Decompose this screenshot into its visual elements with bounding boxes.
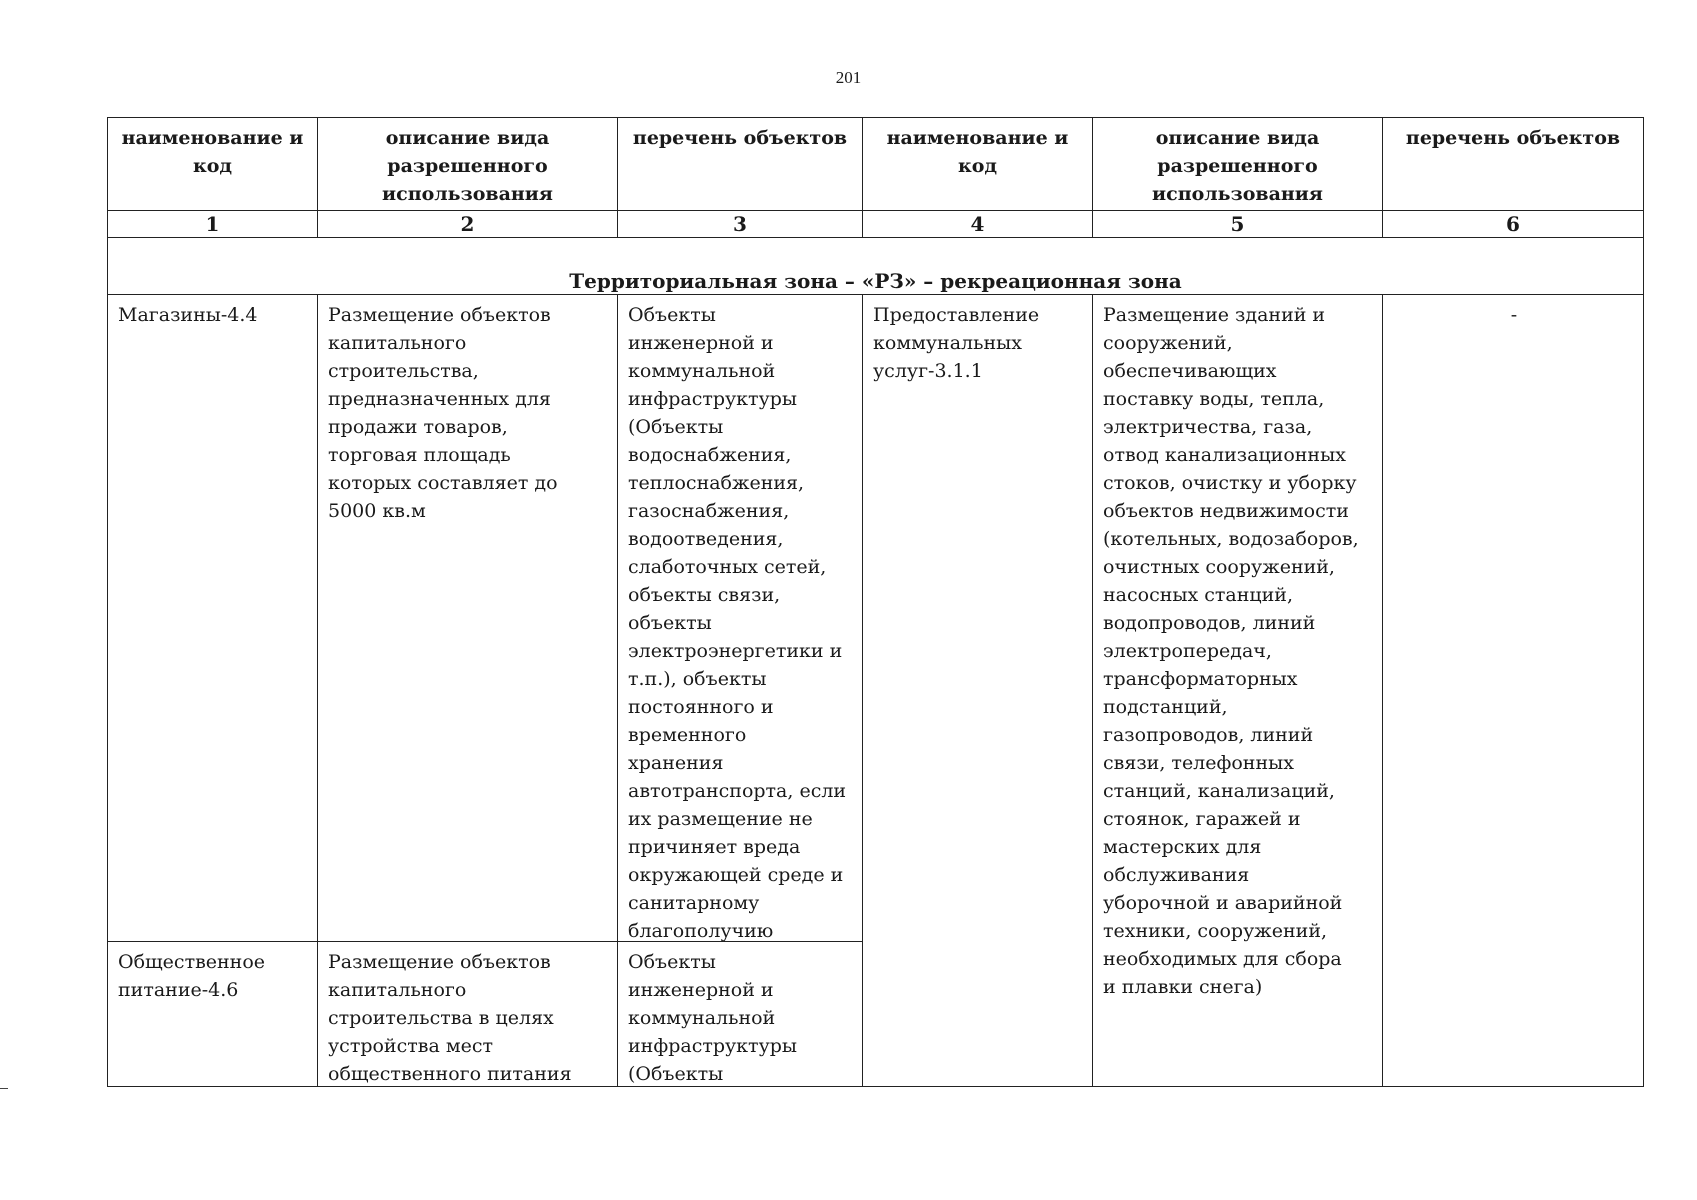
use-objects: Объекты инженерной и коммунальной инфраструктуры (Объекты bbox=[628, 951, 798, 1085]
header-name-code: наименование и код bbox=[108, 118, 318, 211]
header-description-conditional: описание вида разрешенного использования bbox=[1093, 118, 1383, 211]
use-name: Общественное питание-4.6 bbox=[118, 951, 266, 1001]
column-number: 6 bbox=[1383, 211, 1644, 238]
use-description: Размещение объектов капитального строительства в целях устройства мест общественного питания bbox=[328, 951, 572, 1085]
table-row bbox=[108, 295, 1644, 1087]
column-number: 1 bbox=[108, 211, 318, 238]
main-use-objects bbox=[618, 295, 863, 1087]
conditional-use-name: Предоставление коммунальных услуг-3.1.1 bbox=[863, 295, 1093, 1087]
column-number: 3 bbox=[618, 211, 863, 238]
column-number: 4 bbox=[863, 211, 1093, 238]
header-name-code-conditional: наименование и код bbox=[863, 118, 1093, 211]
main-use-descriptions bbox=[318, 295, 618, 1087]
land-use-table bbox=[107, 117, 1644, 1087]
column-number: 5 bbox=[1093, 211, 1383, 238]
use-name: Магазины-4.4 bbox=[108, 295, 317, 942]
conditional-use-description: Размещение зданий и сооружений, обеспечивающих поставку воды, тепла, электричества, газа, отвод канализационных стоков, очистку и уборку объектов недвижимости (котельных, водозаборов, очистных сооружений, насосных станций, водопроводов, линий электропередач, трансформаторных подстанций, газопроводов, линий связи, телефонных станций, канализаций, стоянок, гаражей и мастерских для обслуживания уборочной и аварийной техники, сооружений, необходимых для сбора и плавки снега) bbox=[1093, 295, 1383, 1087]
use-description: Размещение объектов капитального строительства, предназначенных для продажи товаров, торговая площадь которых составляет до 5000 кв.м bbox=[318, 295, 617, 942]
table-header-row bbox=[108, 118, 1644, 211]
zone-title: Территориальная зона – «РЗ» – рекреационная зона bbox=[108, 238, 1644, 295]
conditional-use-objects: - bbox=[1383, 295, 1644, 1087]
header-objects-list: перечень объектов bbox=[618, 118, 863, 211]
column-number: 2 bbox=[318, 211, 618, 238]
page-number: 201 bbox=[835, 68, 862, 87]
use-objects: Объекты инженерной и коммунальной инфраструктуры (Объекты водоснабжения, теплоснабжения, газоснабжения, водоотведения, слаботочных сетей, объекты связи, объекты электроэнергетики и т.п.), объекты постоянного и временного хранения автотранспорта, если их размещение не причиняет вреда окружающей среде и санитарному благополучию bbox=[618, 295, 862, 942]
header-description: описание вида разрешенного использования bbox=[318, 118, 618, 211]
zone-title-row bbox=[108, 238, 1644, 295]
page-edge-mark bbox=[0, 1088, 8, 1089]
main-use-names bbox=[108, 295, 318, 1087]
header-objects-list-conditional: перечень объектов bbox=[1383, 118, 1644, 211]
column-number-row bbox=[108, 211, 1644, 238]
